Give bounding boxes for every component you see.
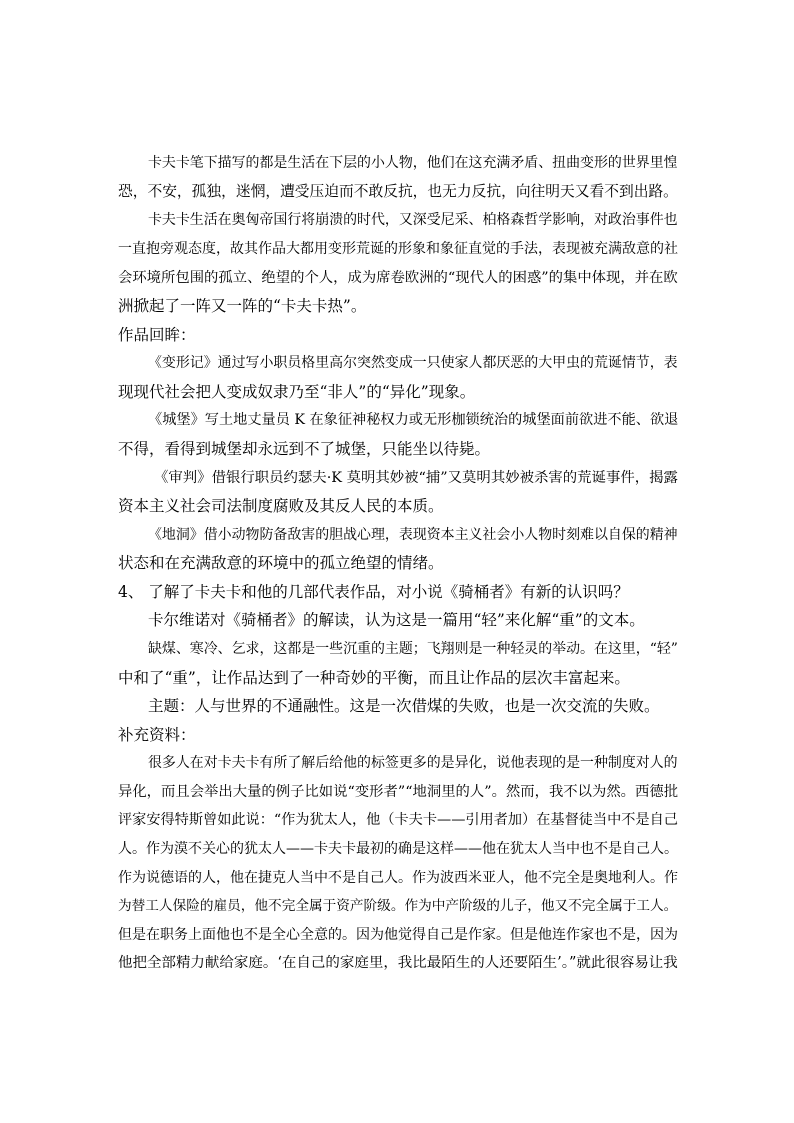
paragraph-line: 作为说德语的人，他在捷克人当中不是自己人。作为波西米亚人，他不完全是奥地利人。作	[118, 870, 678, 886]
paragraph-line: 资本主义社会司法制度腐败及其反人民的本质。	[118, 497, 444, 515]
paragraph-line: 卡夫卡笔下描写的都是生活在下层的小人物，他们在这充满矛盾、扭曲变形的世界里惶	[148, 155, 678, 171]
paragraph-line: 不得，看得到城堡却永远到不了城堡，只能坐以待毙。	[118, 440, 491, 458]
paragraph-line: 异化，而且会举出大量的例子比如说“变形者”“地洞里的人”。然而，我不以为然。西德批	[118, 784, 679, 800]
paragraph-line: 人。作为漠不关心的犹太人——卡夫卡最初的确是这样——他在犹太人当中也不是自己人。	[118, 841, 678, 857]
paragraph-line: 《城堡》写土地丈量员 K 在象征神秘权力或无形枷锁统治的城堡面前欲进不能、欲退	[148, 412, 679, 428]
paragraph-line: 《审判》借银行职员约瑟夫·K 莫明其妙被“捕”又莫明其妙被杀害的荒诞事件，揭露	[154, 470, 678, 486]
paragraph-line: 但是在职务上面他也不是全心全意的。因为他觉得自己是作家。但是他连作家也不是，因为	[118, 927, 678, 943]
paragraph-line: 状态和在充满敌意的环境中的孤立绝望的情绪。	[118, 554, 444, 572]
question-heading: 4、 了解了卡夫卡和他的几部代表作品，对小说《骑桶者》有新的认识吗？	[118, 583, 629, 601]
paragraph-line: 中和了“重”，让作品达到了一种奇妙的平衡，而且让作品的层次丰富起来。	[118, 669, 630, 687]
paragraph-line: 缺煤、寒冷、乞求，这都是一些沉重的主题；飞翔则是一种轻灵的举动。在这里，“轻”	[148, 641, 678, 657]
paragraph-line: 《变形记》通过写小职员格里高尔突然变成一只使家人都厌恶的大甲虫的荒诞情节，表	[148, 355, 678, 371]
paragraph-line: 恐，不安，孤独，迷惘，遭受压迫而不敢反抗，也无力反抗，向往明天又看不到出路。	[118, 183, 678, 200]
section-heading: 补充资料：	[118, 726, 196, 744]
paragraph-line: 主题：人与世界的不通融性。这是一次借煤的失败，也是一次交流的失败。	[148, 697, 660, 715]
paragraph-line: 为替工人保险的雇员，他不完全属于资产阶级。作为中产阶级的儿子，他又不完全属于工人。	[118, 898, 678, 914]
paragraph-line: 卡尔维诺对《骑桶者》的解读，认为这是一篇用“轻”来化解“重”的文本。	[148, 611, 645, 629]
paragraph-line: 《地洞》借小动物防备敌害的胆战心理，表现资本主义社会小人物时刻难以自保的精神	[148, 527, 678, 543]
section-heading: 作品回眸：	[118, 326, 196, 344]
paragraph-line: 他把全部精力献给家庭。‘在自己的家庭里，我比最陌生的人还要陌生’。”就此很容易让我	[118, 955, 678, 971]
paragraph-line: 一直抱旁观态度，故其作品大都用变形荒诞的形象和象征直觉的手法，表现被充满敌意的社	[118, 241, 678, 257]
paragraph-line: 现现代社会把人变成奴隶乃至“非人”的“异化”现象。	[118, 383, 476, 401]
paragraph-line: 评家安得特斯曾如此说：“作为犹太人，他（卡夫卡——引用者加）在基督徒当中不是自己	[118, 812, 678, 828]
paragraph-line: 洲掀起了一阵又一阵的“卡夫卡热”。	[118, 297, 367, 315]
paragraph-line: 卡夫卡生活在奥匈帝国行将崩溃的时代，又深受尼采、柏格森哲学影响，对政治事件也	[148, 212, 678, 228]
paragraph-line: 很多人在对卡夫卡有所了解后给他的标签更多的是异化，说他表现的是一种制度对人的	[148, 755, 678, 771]
paragraph-line: 会环境所包围的孤立、绝望的个人，成为席卷欧洲的“现代人的困惑”的集中体现，并在欧	[118, 270, 678, 286]
